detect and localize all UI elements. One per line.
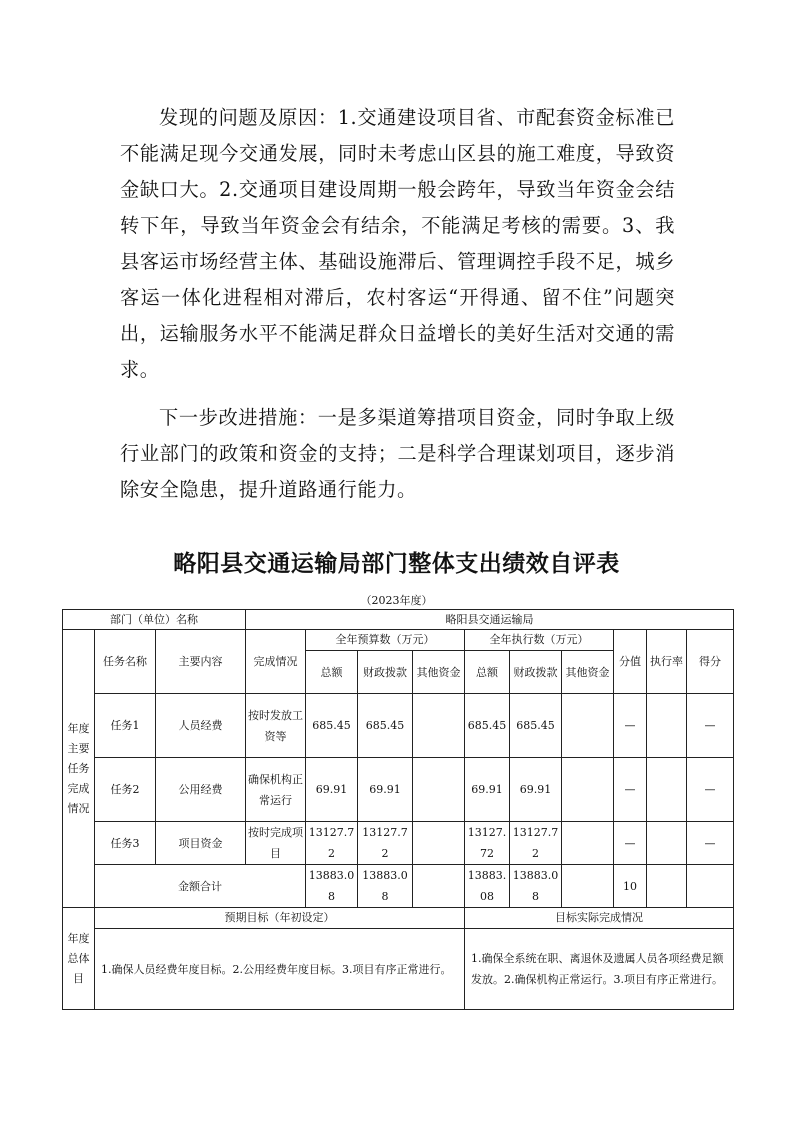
section-label-goals: 年度总体目	[63, 908, 95, 1010]
budget-other	[413, 822, 465, 865]
table-row	[63, 758, 734, 822]
improvements-paragraph: 下一步改进措施：一是多渠道筹措项目资金，同时争取上级行业部门的政策和资金的支持；二是科学合理谋划项目，逐步消除安全隐患，提升道路通行能力。	[120, 406, 675, 501]
col-exec-total: 总额	[465, 651, 510, 694]
budget-total: 69.91	[306, 758, 358, 822]
exec-fiscal: 69.91	[510, 758, 562, 822]
dept-label: 部门（单位）名称	[63, 610, 246, 630]
budget-other	[413, 758, 465, 822]
col-score: 得分	[687, 630, 734, 694]
task-content: 公用经费	[156, 758, 246, 822]
dept-value: 略阳县交通运输局	[246, 610, 734, 630]
task-status: 按时完成项目	[246, 822, 306, 865]
task-status: 按时发放工资等	[246, 694, 306, 758]
table-year: （2023年度）	[360, 594, 433, 607]
col-main-content: 主要内容	[156, 630, 246, 694]
col-exec-rate: 执行率	[647, 630, 687, 694]
exec-rate	[647, 822, 687, 865]
goals-row	[63, 929, 734, 1010]
col-exec-group: 全年执行数（万元）	[465, 630, 614, 651]
actual-goal-label: 目标实际完成情况	[465, 908, 734, 929]
task-name: 任务2	[95, 758, 156, 822]
totals-budget-other	[413, 865, 465, 908]
totals-exec-rate	[647, 865, 687, 908]
budget-fiscal: 13127.72	[358, 822, 413, 865]
task-content: 项目资金	[156, 822, 246, 865]
task-name: 任务1	[95, 694, 156, 758]
budget-fiscal: 69.91	[358, 758, 413, 822]
score: —	[687, 758, 734, 822]
totals-score-value: 10	[614, 865, 647, 908]
problems-paragraph: 发现的问题及原因：1.交通建设项目省、市配套资金标准已不能满足现今交通发展，同时未考虑山区县的施工难度，导致资金缺口大。2.交通项目建设周期一般会跨年，导致当年资金会结转下年，导致当年资金会有结余，不能满足考核的需要。3、我县客运市场经营主体、基础设施滞后、管理调控手段不足，城乡客运一体化进程相对滞后，农村客运“开得通、留不住”问题突出，运输服务水平不能满足群众日益增长的美好生活对交通的需求。	[120, 106, 675, 381]
totals-budget-total: 13883.08	[306, 865, 358, 908]
exec-rate	[647, 694, 687, 758]
task-status: 确保机构正常运行	[246, 758, 306, 822]
goals-header-row	[63, 908, 734, 929]
section-label-tasks: 年度主要任务完成情况	[63, 630, 95, 908]
totals-score	[687, 865, 734, 908]
header-row-1	[63, 630, 734, 651]
score-value: —	[614, 694, 647, 758]
exec-fiscal: 685.45	[510, 694, 562, 758]
col-budget-other: 其他资金	[413, 651, 465, 694]
exec-other	[562, 694, 614, 758]
col-budget-fiscal: 财政拨款	[358, 651, 413, 694]
col-budget-total: 总额	[306, 651, 358, 694]
col-completion: 完成情况	[246, 630, 306, 694]
table-row	[63, 694, 734, 758]
exec-other	[562, 822, 614, 865]
col-task-name: 任务名称	[95, 630, 156, 694]
score-value: —	[614, 758, 647, 822]
score: —	[687, 694, 734, 758]
col-exec-other: 其他资金	[562, 651, 614, 694]
col-score-value: 分值	[614, 630, 647, 694]
budget-total: 685.45	[306, 694, 358, 758]
col-budget-group: 全年预算数（万元）	[306, 630, 465, 651]
expected-goal-label: 预期目标（年初设定）	[95, 908, 465, 929]
performance-table	[62, 609, 734, 1010]
totals-budget-fiscal: 13883.08	[358, 865, 413, 908]
exec-total: 685.45	[465, 694, 510, 758]
exec-rate	[647, 758, 687, 822]
col-exec-fiscal: 财政拨款	[510, 651, 562, 694]
exec-fiscal: 13127.72	[510, 822, 562, 865]
score-value: —	[614, 822, 647, 865]
dept-row	[63, 610, 734, 630]
budget-total: 13127.72	[306, 822, 358, 865]
table-row	[63, 822, 734, 865]
score: —	[687, 822, 734, 865]
exec-total: 13127.72	[465, 822, 510, 865]
budget-fiscal: 685.45	[358, 694, 413, 758]
exec-other	[562, 758, 614, 822]
totals-exec-fiscal: 13883.08	[510, 865, 562, 908]
totals-exec-total: 13883.08	[465, 865, 510, 908]
totals-row	[63, 865, 734, 908]
expected-goal-text: 1.确保人员经费年度目标。2.公用经费年度目标。3.项目有序正常进行。	[95, 929, 465, 1010]
task-content: 人员经费	[156, 694, 246, 758]
totals-label: 金额合计	[95, 865, 306, 908]
totals-exec-other	[562, 865, 614, 908]
table-title: 略阳县交通运输局部门整体支出绩效自评表	[173, 551, 620, 577]
actual-goal-text: 1.确保全系统在职、离退休及遗属人员各项经费足额发放。2.确保机构正常运行。3.项目有序正常进行。	[465, 929, 734, 1010]
task-name: 任务3	[95, 822, 156, 865]
budget-other	[413, 694, 465, 758]
exec-total: 69.91	[465, 758, 510, 822]
